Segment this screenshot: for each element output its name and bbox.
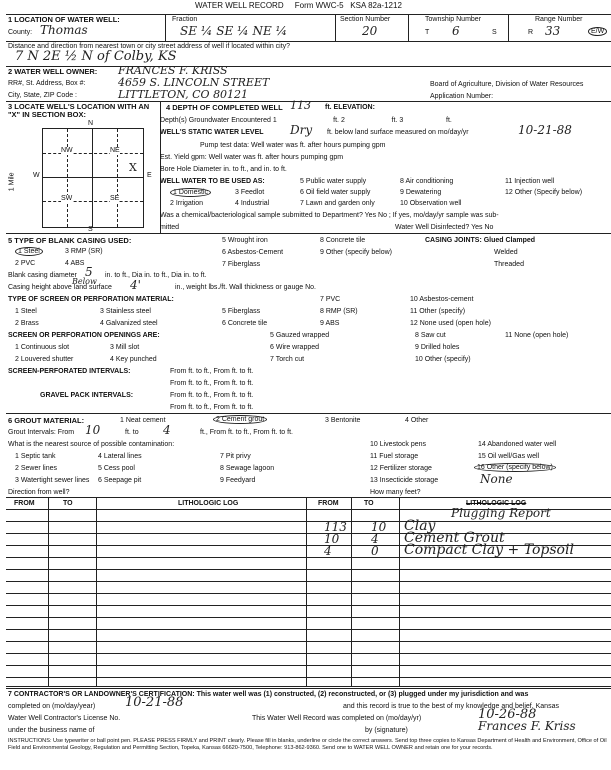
log-row-2-to: 4 (371, 532, 379, 546)
spi-row-1: From ft. to ft., From ft. to ft. (170, 368, 254, 375)
casing-concrete: 8 Concrete tile (320, 237, 366, 244)
contam-abandoned: 14 Abandoned water well (478, 441, 557, 448)
diameter-label: Blank casing diameter (8, 272, 77, 279)
contam-seepage: 6 Seepage pit (98, 477, 142, 484)
contam-fuel: 11 Fuel storage (370, 453, 419, 460)
open-gauzed: 5 Gauzed wrapped (270, 332, 330, 339)
contam-privy: 7 Pit privy (220, 453, 251, 460)
county-label: County: (8, 29, 33, 36)
casing-wrought: 5 Wrought iron (222, 237, 268, 244)
spi-label: SCREEN-PERFORATED INTERVALS: (8, 368, 131, 375)
log-row-2-desc: Cement Grout (404, 530, 505, 546)
address-label: RR#, St. Address, Box #: (8, 80, 86, 87)
use-public: 5 Public water supply (300, 178, 367, 185)
quad-sw: SW (61, 195, 73, 202)
screen-asbestos: 10 Asbestos-cement (410, 296, 474, 303)
open-torch: 7 Torch cut (270, 356, 305, 363)
record-date: 10-26-88 (478, 707, 537, 722)
township-t: T (425, 29, 430, 36)
log-row-3-to: 0 (371, 544, 379, 558)
chem-mitted: mitted (160, 224, 180, 231)
distance-value: 7 N 2E ½ N of Colby, KS (15, 49, 177, 64)
log-h-lith: LITHOLOGIC LOG (178, 500, 239, 507)
license-label: Water Well Contractor's License No. (8, 715, 121, 722)
range-ew: E/W (588, 27, 607, 36)
plugging-report-title: Plugging Report (451, 506, 551, 520)
open-wire: 6 Wire wrapped (270, 344, 320, 351)
use-other: 12 Other (Specify below) (505, 189, 583, 196)
city-value: LITTLETON, CO 80121 (118, 88, 249, 101)
spi-row-2: From ft. to ft., From ft. to ft. (170, 380, 254, 387)
grout-bentonite: 3 Bentonite (325, 417, 361, 424)
static-level-label: WELL'S STATIC WATER LEVEL (160, 129, 264, 136)
screen-rmp: 8 RMP (SR) (320, 308, 358, 315)
use-feedlot: 3 Feedlot (235, 189, 265, 196)
direction-label: Direction from well? (8, 489, 70, 496)
fraction-value: SE ¼ SE ¼ NE ¼ (180, 24, 288, 38)
completed-rest: and this record is true to the best of my knowledge and belief. Kansas (343, 703, 559, 710)
log-row-3-desc: Compact Clay + Topsoil (404, 542, 574, 558)
range-label: Range Number (535, 16, 583, 23)
grout-other: 4 Other (405, 417, 429, 424)
contam-septic: 1 Septic tank (15, 453, 56, 460)
joint-welded: Welded (494, 249, 518, 256)
howmany-label: How many feet? (370, 489, 421, 496)
gpi-row-2: From ft. to ft., From ft. to ft. (170, 404, 254, 411)
screen-none: 12 None used (open hole) (410, 320, 491, 327)
static-level-rest: ft. below land surface measured on mo/day/yr (327, 129, 469, 136)
depth-label: 4 DEPTH OF COMPLETED WELL (166, 103, 283, 112)
compass-n: N (88, 120, 94, 127)
contam-sewer: 2 Sewer lines (15, 465, 58, 472)
completed-value: 10-21-88 (125, 695, 184, 710)
sec6-label: 6 GROUT MATERIAL: (8, 416, 85, 425)
grout-to: 4 (163, 423, 171, 437)
range-r: R (528, 29, 534, 36)
bore-row: Bore Hole Diameter in. to ft., and in. to ft. (160, 166, 287, 173)
compass-e: E (147, 172, 152, 179)
instructions: INSTRUCTIONS: Use typewriter or ball point pen. PLEASE PRESS FIRMLY and PRINT clearly. Please fill in blanks, underline or circle the correct answers. Send top three copies to Kansas Department of Health and Environment, Office of Oil Field and Environmental Geology, Regulation and Permitting Section, Topeka, Kansas 66620-7500, Telephone: 913-862-9360. Send one to WATER WELL OWNER and retain one for your records. (8, 738, 607, 751)
height-label: Casing height above land surface (8, 284, 112, 291)
log-row-2-from: 10 (324, 532, 340, 546)
log-h-to-2: TO (364, 500, 374, 507)
screen-fiberglass: 5 Fiberglass (222, 308, 261, 315)
quad-ne: NE (110, 147, 120, 154)
screen-galvanized: 4 Galvanized steel (100, 320, 158, 327)
gpi-row-1: From ft. to ft., From ft. to ft. (170, 392, 254, 399)
use-dewatering: 9 Dewatering (400, 189, 442, 196)
contam-fertilizer: 12 Fertilizer storage (370, 465, 432, 472)
section-box (42, 128, 144, 228)
township-value: 6 (452, 24, 460, 38)
casing-fiberglass: 7 Fiberglass (222, 261, 261, 268)
contam-livestock: 10 Livestock pens (370, 441, 427, 448)
log-h-to: TO (63, 500, 73, 507)
contam-insecticide: 13 Insecticide storage (370, 477, 439, 484)
log-table (6, 497, 611, 687)
height-value: 4' (130, 278, 141, 292)
contam-lagoon: 8 Sewage lagoon (220, 465, 275, 472)
open-none: 11 None (open hole) (505, 332, 569, 339)
grout-rest: ft., From ft. to ft., From ft. to ft. (200, 429, 293, 436)
log-row-1-from: 113 (324, 520, 347, 534)
log-h-from-2: FROM (318, 500, 339, 507)
distance-label: Distance and direction from nearest town or city street address of well if located within city? (8, 43, 291, 50)
contam-cess: 5 Cess pool (98, 465, 135, 472)
casing-asbestos: 6 Asbestos-Cement (222, 249, 284, 256)
casing-steel: 1 Steel (15, 248, 43, 256)
casing-other: 9 Other (specify below) (320, 249, 392, 256)
log-h-lith-2: LITHOLOGIC LOG (466, 500, 527, 507)
completed-label: completed on (mo/day/year) (8, 703, 96, 710)
board-label: Board of Agriculture, Division of Water Resources (430, 81, 584, 88)
use-lawn: 7 Lawn and garden only (300, 200, 375, 207)
screen-stainless: 3 Stainless steel (100, 308, 151, 315)
diameter-rest: in. to ft., Dia in. to ft., Dia in. to ft. (105, 272, 207, 279)
sec5-label: 5 TYPE OF BLANK CASING USED: (8, 236, 132, 245)
grout-intervals-label: Grout Intervals: From (8, 429, 75, 436)
grout-to-label: ft. to (125, 429, 139, 436)
application-label: Application Number: (430, 93, 494, 100)
compass-w: W (33, 172, 40, 179)
log-row-1-desc: Clay (404, 518, 436, 534)
screen-concrete: 6 Concrete tile (222, 320, 268, 327)
township-label: Township Number (425, 16, 482, 23)
contam-watertight: 3 Watertight sewer lines (15, 477, 90, 484)
use-air: 8 Air conditioning (400, 178, 454, 185)
county-value: Thomas (40, 23, 88, 37)
contam-oilgas: 15 Oil well/Gas well (478, 453, 540, 460)
contam-none-value: None (480, 472, 513, 486)
gpi-label: GRAVEL PACK INTERVALS: (40, 392, 134, 399)
section-label: Section Number (340, 16, 391, 23)
elevation-label: ft. ELEVATION: (325, 104, 375, 111)
contam-lateral: 4 Lateral lines (98, 453, 142, 460)
below-note: Below (72, 277, 97, 286)
form-title: WATER WELL RECORD Form WWC-5 KSA 82a-1212 (195, 1, 402, 10)
open-other: 10 Other (specify) (415, 356, 471, 363)
height-rest: in., weight lbs./ft. Wall thickness or gauge No. (175, 284, 316, 291)
screen-brass: 2 Brass (15, 320, 39, 327)
use-irrigation: 2 Irrigation (170, 200, 204, 207)
disinfected-row: Water Well Disinfected? Yes No (395, 224, 494, 231)
business-label: under the business name of (8, 727, 95, 734)
owner-value: FRANCES F. KRISS (118, 64, 228, 77)
address-value: 4659 S. LINCOLN STREET (118, 76, 270, 89)
sec2-label: 2 WATER WELL OWNER: (8, 67, 98, 76)
use-injection: 11 Injection well (505, 178, 555, 185)
casing-rmp: 3 RMP (SR) (65, 248, 103, 255)
contam-label: What is the nearest source of possible contamination: (8, 441, 175, 448)
township-s: S (492, 29, 497, 36)
record-label: This Water Well Record was completed on (mo/day/yr) (252, 715, 422, 722)
log-h-from: FROM (14, 500, 35, 507)
pump-test-row: Pump test data: Well water was ft. after hours pumping gpm (200, 142, 386, 149)
quad-se: SE (110, 195, 120, 202)
grout-cement: 2 Cement grout (213, 416, 267, 424)
joint-threaded: Threaded (494, 261, 524, 268)
quad-nw: NW (61, 147, 73, 154)
static-level-value: Dry (290, 123, 313, 137)
chem-sample-row: Was a chemical/bacteriological sample submitted to Department? Yes No ; If yes, mo/day/yr sample was sub- (160, 212, 499, 219)
city-label: City, State, ZIP Code : (8, 92, 77, 99)
diameter-value: 5 (85, 265, 93, 279)
casing-joints: CASING JOINTS: Glued Clamped (425, 237, 536, 244)
sec3-label: 3 LOCATE WELL'S LOCATION WITH AN "X" IN SECTION BOX: (8, 102, 150, 120)
open-sawcut: 8 Saw cut (415, 332, 446, 339)
section-value: 20 (362, 24, 378, 38)
signature: Frances F. Kriss (478, 719, 576, 733)
contam-feedyard: 9 Feedyard (220, 477, 256, 484)
open-mill: 3 Mill slot (110, 344, 140, 351)
contam-other: 16 Other (specify below) (474, 464, 556, 472)
compass-s: S (88, 226, 93, 233)
log-row-3-from: 4 (324, 544, 332, 558)
location-x-mark: X (129, 161, 137, 174)
grout-from: 10 (85, 423, 101, 437)
use-observation: 10 Observation well (400, 200, 462, 207)
screen-other: 11 Other (specify) (410, 308, 466, 315)
log-row-1-to: 10 (371, 520, 387, 534)
screen-pvc: 7 PVC (320, 296, 341, 303)
casing-abs: 4 ABS (65, 260, 85, 267)
signature-label: by (signature) (365, 727, 408, 734)
yield-row: Est. Yield gpm: Well water was ft. after hours pumping gpm (160, 154, 344, 161)
grout-neat: 1 Neat cement (120, 417, 166, 424)
depth-value: 113 (290, 99, 311, 112)
open-louvered: 2 Louvered shutter (15, 356, 74, 363)
use-oilfield: 6 Oil field water supply (300, 189, 371, 196)
openings-label: SCREEN OR PERFORATION OPENINGS ARE: (8, 332, 160, 339)
use-label: WELL WATER TO BE USED AS: (160, 178, 265, 185)
sec7-label: 7 CONTRACTOR'S OR LANDOWNER'S CERTIFICATION: This water well was (1) constructed, (2) reconstructed, or (3) plugged under my jurisdiction and was (8, 691, 529, 698)
fraction-label: Fraction (172, 16, 198, 23)
open-drilled: 9 Drilled holes (415, 344, 460, 351)
use-domestic: 1 Domestic (170, 189, 211, 197)
open-continuous: 1 Continuous slot (15, 344, 70, 351)
mile-label: 1 Mile (8, 172, 16, 192)
screen-abs: 9 ABS (320, 320, 340, 327)
casing-pvc: 2 PVC (15, 260, 36, 267)
open-key: 4 Key punched (110, 356, 157, 363)
screen-steel: 1 Steel (15, 308, 37, 315)
sec1-label: 1 LOCATION OF WATER WELL: (8, 15, 120, 24)
groundwater-row: Depth(s) Groundwater Encountered 1 ft. 2 ft. 3 ft. (160, 117, 452, 124)
use-industrial: 4 Industrial (235, 200, 270, 207)
range-value: 33 (545, 24, 561, 38)
screen-label: TYPE OF SCREEN OR PERFORATION MATERIAL: (8, 296, 174, 303)
static-level-date: 10-21-88 (518, 123, 572, 137)
